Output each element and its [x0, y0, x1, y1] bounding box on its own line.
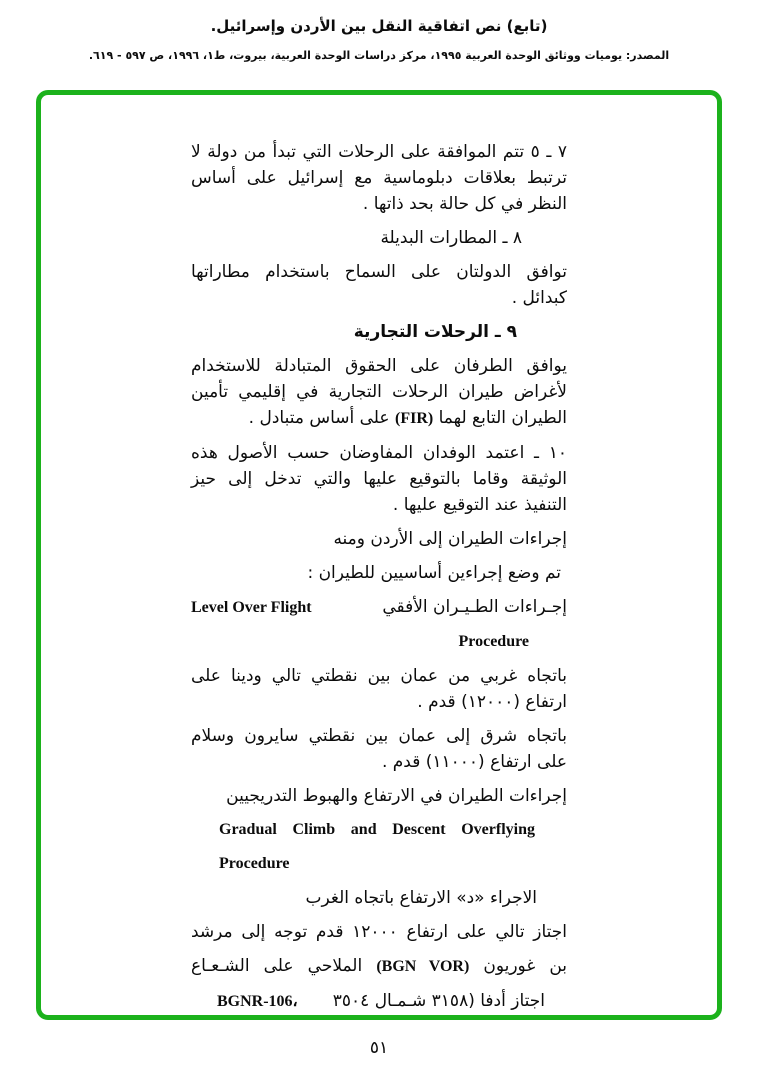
green-border-frame [36, 90, 722, 1020]
procedure-d-title: الاجراء «د» الارتفاع باتجاه الغرب [305, 888, 537, 908]
gradual-heading-arabic: إجراءات الطيران في الارتفاع والهبوط التدريجيين [226, 786, 567, 806]
clause-alternate-airports: توافق الدولتان على السماح باستخدام مطاراتها كبدائل . [191, 262, 567, 308]
heading-alternate-airports: ٨ ـ المطارات البديلة [380, 228, 522, 248]
bgnr-106-code: BGNR-106، [217, 993, 298, 1010]
procedure-d-line2-start: بن غوريون [469, 956, 567, 976]
eastbound-clause: باتجاه شرق إلى عمان بين نقطتي سايرون وسلام على ارتفاع (١١٠٠٠) قدم . [191, 726, 567, 772]
clause-commercial-flights [191, 353, 567, 432]
bgn-vor-code: (BGN VOR) [376, 958, 470, 975]
clause-9-text-start: يوافق الطرفان على الحقوق المتبادلة للاستخدام لأغراض طيران الرحلات التجارية في إقليمي تأمين الطيران التابع لهما [191, 356, 567, 428]
clause-9-text-end: على أساس متبادل . [248, 408, 395, 428]
page-number: ٥١ [369, 1038, 389, 1058]
westbound-clause: باتجاه غربي من عمان بين نقطتي تالي ودينا على ارتفاع (١٢٠٠٠) قدم . [191, 666, 567, 712]
flight-procedures-title: إجراءات الطيران إلى الأردن ومنه [333, 529, 567, 549]
level-flight-heading [191, 594, 567, 621]
page-header [0, 0, 758, 63]
gradual-procedure-word: Procedure [219, 855, 290, 872]
level-flight-procedure-word: Procedure [458, 633, 529, 650]
level-flight-heading-english: Level Over Flight [191, 599, 312, 616]
procedure-d-line3 [191, 988, 567, 1015]
clause-10: ١٠ ـ اعتمد الوفدان المفاوضان حسب الأصول هذه الوثيقة وقاما بالتوقيع عليها والتي تدخل إلى حيز التنفيذ عند التوقيع عليها . [191, 443, 567, 515]
flight-procedures-intro: تم وضع إجراءين أساسيين للطيران : [307, 563, 561, 583]
level-flight-heading-arabic: إجـراءات الطـيـران الأفقي [382, 597, 567, 617]
procedure-d-line2 [191, 953, 567, 980]
procedure-d-line2-end: الملاحي على الشـعـاع [191, 956, 377, 976]
procedure-d-line3-arabic: اجتاز أدفا (٣١٥٨ شـمـال ٣٥٠٤ [332, 991, 545, 1011]
source-citation: المصدر: يوميات ووثائق الوحدة العربية ١٩٩٥، مركز دراسات الوحدة العربية، بيروت، ط١، ١٩٩٦، ص ٥٩٧ - ٦١٩. [88, 49, 670, 62]
clause-7-5: ٧ ـ ٥ تتم الموافقة على الرحلات التي تبدأ من دولة لا ترتبط بعلاقات دبلوماسية مع إسرائيل على أساس النظر في كل حالة بحد ذاتها . [191, 142, 567, 214]
document-body [41, 95, 717, 1015]
gradual-heading-english: Gradual Climb and Descent Overflying [219, 821, 535, 838]
heading-commercial-flights: ٩ ـ الرحلات التجارية [353, 322, 517, 342]
procedure-d-line1: اجتاز تالي على ارتفاع ١٢٠٠٠ قدم توجه إلى مرشد [191, 922, 567, 942]
fir-abbreviation: (FIR) [394, 410, 434, 427]
document-title: (تابع) نص اتفاقية النقل بين الأردن وإسرائيل. [210, 17, 548, 35]
